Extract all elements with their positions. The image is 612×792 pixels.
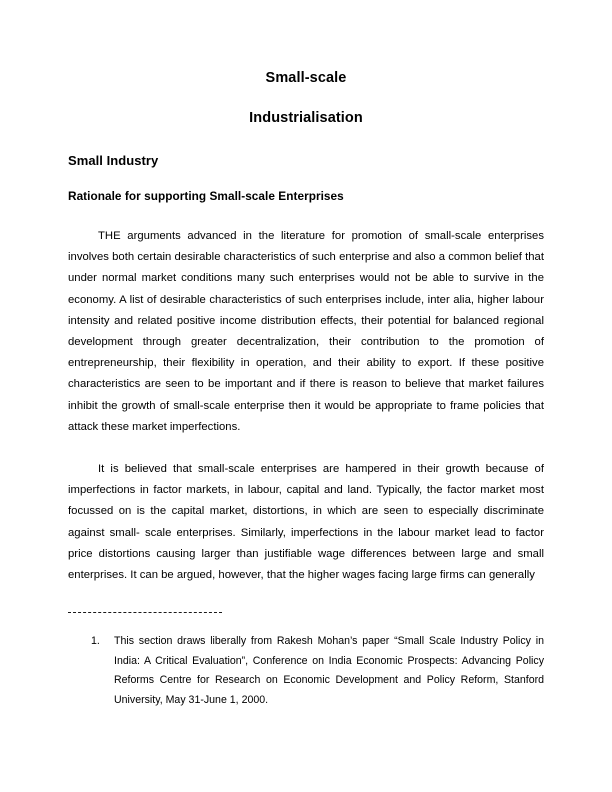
- document-title-line-2: Industrialisation: [249, 110, 363, 126]
- footnote-list: [68, 613, 544, 710]
- sub-heading-rationale: Rationale for supporting Small-scale Enterprises: [68, 189, 344, 203]
- footnote-item: [68, 632, 544, 710]
- section-heading-small-industry: Small Industry: [68, 153, 159, 168]
- body-paragraph: It is believed that small-scale enterprises are hampered in their growth because of imperfections in factor markets, in labour, capital and land. Typically, the factor market most focussed on is the capital market, distortions, in which are seen to especially discriminate against small- scale enterprises. Similarly, imperfections in the labour market lead to factor price distortions causing larger than justifiable wage differences between large and small enterprises. It can be argued, however, that the higher wages facing large firms can generally: [68, 463, 544, 582]
- document-content: [68, 0, 544, 711]
- document-title-line-1: Small-scale: [265, 70, 347, 86]
- footnote-text: This section draws liberally from Rakesh Mohan’s paper “Small Scale Industry Policy in India: A Critical Evaluation”, Conference on India Economic Prospects: Advancing Policy Reforms Centre for Research on Economic Development and Policy Reform, Stanford University, May 31-June 1, 2000.: [114, 635, 544, 707]
- footnote-marker: 1.: [91, 635, 100, 648]
- body-paragraph: THE arguments advanced in the literature for promotion of small-scale enterprises involves both certain desirable characteristics of such enterprise and also a common belief that under normal market conditions many such enterprises would not be able to survive in the economy. A list of desirable characteristics of such enterprises include, inter alia, higher labour intensity and related positive income distribution effects, their potential for balanced regional development through greater decentralization, their contribution to the promotion of entrepreneurship, their flexibility in operation, and their ability to export. If these positive characteristics are seen to be important and if there is reason to believe that market failures inhibit the growth of small-scale enterprise then it would be appropriate to frame policies that attack these market imperfections.: [68, 230, 544, 433]
